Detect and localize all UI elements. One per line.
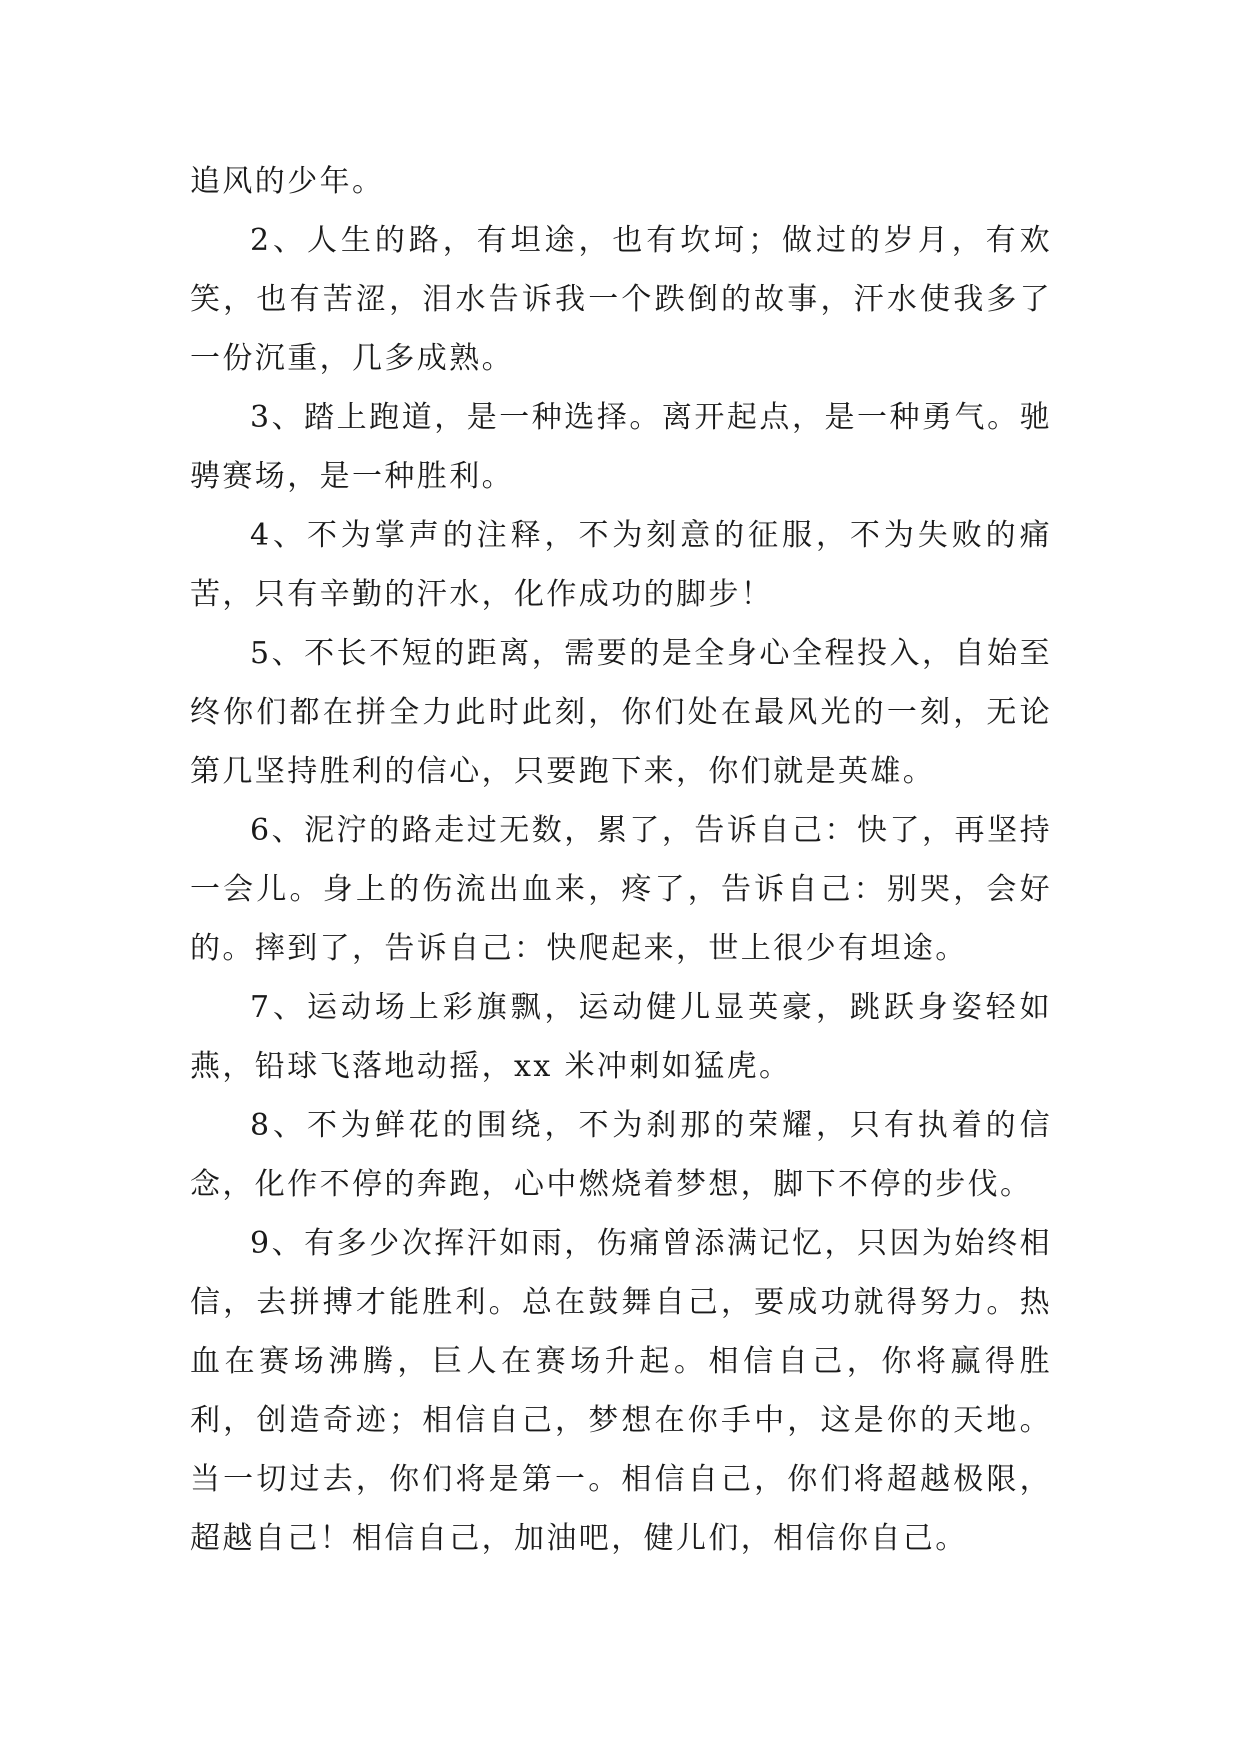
paragraph-item-5: 5、不长不短的距离，需要的是全身心全程投入，自始至终你们都在拼全力此时此刻，你们处在最风光的一刻，无论第几坚持胜利的信心，只要跑下来，你们就是英雄。: [190, 636, 1052, 789]
paragraph-item-2: 2、人生的路，有坦途，也有坎坷；做过的岁月，有欢笑，也有苦涩，泪水告诉我一个跌倒的故事，汗水使我多了一份沉重，几多成熟。: [190, 223, 1052, 376]
paragraph-item-8: 8、不为鲜花的围绕，不为刹那的荣耀，只有执着的信念，化作不停的奔跑，心中燃烧着梦想，脚下不停的步伐。: [190, 1108, 1052, 1202]
paragraph-item-7: 7、运动场上彩旗飘，运动健儿显英豪，跳跃身姿轻如燕，铅球飞落地动摇，xx 米冲刺如猛虎。: [190, 990, 1052, 1084]
paragraph-item-3: 3、踏上跑道，是一种选择。离开起点，是一种勇气。驰骋赛场，是一种胜利。: [190, 400, 1052, 494]
document-body: [190, 152, 1052, 1568]
paragraph-item-6: 6、泥泞的路走过无数，累了，告诉自己：快了，再坚持一会儿。身上的伤流出血来，疼了，告诉自己：别哭，会好的。摔到了，告诉自己：快爬起来，世上很少有坦途。: [190, 813, 1052, 966]
paragraph-continuation: 追风的少年。: [190, 164, 385, 199]
paragraph-item-9: 9、有多少次挥汗如雨，伤痛曾添满记忆，只因为始终相信，去拼搏才能胜利。总在鼓舞自己，要成功就得努力。热血在赛场沸腾，巨人在赛场升起。相信自己，你将赢得胜利，创造奇迹；相信自己，梦想在你手中，这是你的天地。当一切过去，你们将是第一。相信自己，你们将超越极限，超越自己！相信自己，加油吧，健儿们，相信你自己。: [190, 1226, 1052, 1556]
paragraph-item-4: 4、不为掌声的注释，不为刻意的征服，不为失败的痛苦，只有辛勤的汗水，化作成功的脚步！: [190, 518, 1052, 612]
